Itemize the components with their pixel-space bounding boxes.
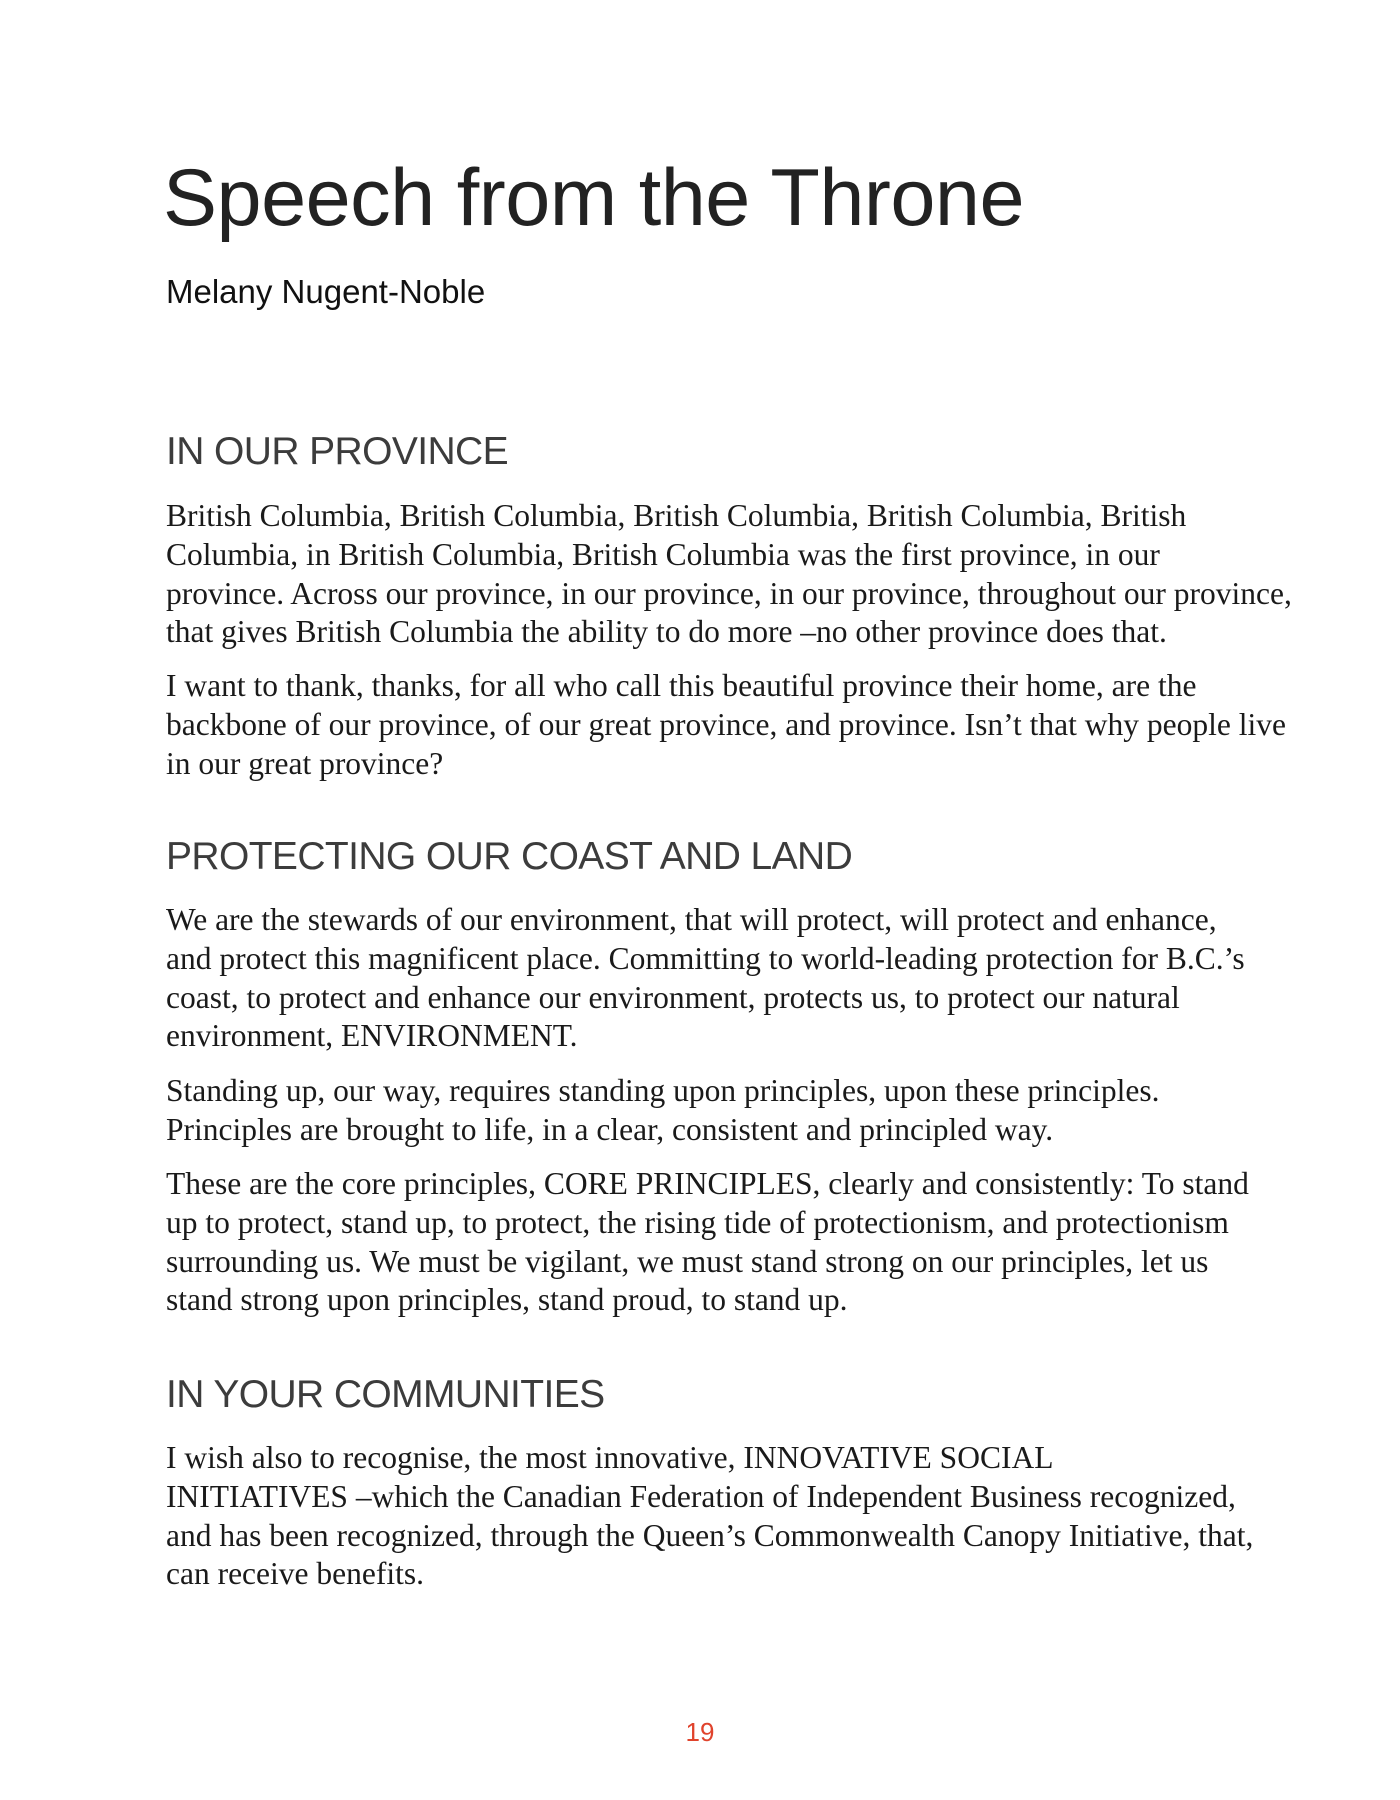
text-line: can receive benefits. xyxy=(166,1556,424,1592)
text-line: British Columbia, British Columbia, British Columbia, British Columbia, British xyxy=(166,498,1187,533)
text-line: backbone of our province, of our great province, and province. Isn’t that why people live xyxy=(166,706,1286,742)
page-number: 19 xyxy=(685,1717,715,1747)
text-line: and protect this magnificent place. Committing to world-leading protection for B.C.’s xyxy=(166,940,1245,976)
section-heading-in-your-communities: IN YOUR COMMUNITIES xyxy=(166,1373,605,1416)
text-line: I wish also to recognise, the most innovative, INNOVATIVE SOCIAL xyxy=(166,1440,1054,1475)
text-line: in our great province? xyxy=(166,745,444,781)
paragraph xyxy=(166,667,1286,783)
paragraph xyxy=(166,1072,1246,1150)
text-line: environment, ENVIRONMENT. xyxy=(166,1018,578,1054)
paragraph xyxy=(166,497,1292,652)
text-line: INITIATIVES –which the Canadian Federation of Independent Business recognized, xyxy=(166,1478,1236,1514)
section-heading-in-our-province: IN OUR PROVINCE xyxy=(166,430,509,473)
text-line: up to protect, stand up, to protect, the rising tide of protectionism, and protectionism xyxy=(166,1204,1229,1240)
text-line: province. Across our province, in our province, in our province, throughout our province, xyxy=(166,575,1292,611)
paragraph xyxy=(166,901,1246,1056)
author-name: Melany Nugent-Noble xyxy=(166,273,486,310)
text-line: I want to thank, thanks, for all who call this beautiful province their home, are the xyxy=(166,668,1197,703)
text-line: We are the stewards of our environment, that will protect, will protect and enhance, xyxy=(166,902,1217,937)
paragraph xyxy=(166,1165,1249,1320)
text-line: surrounding us. We must be vigilant, we must stand strong on our principles, let us xyxy=(166,1243,1209,1279)
section-heading-protecting-our-coast-and-land: PROTECTING OUR COAST AND LAND xyxy=(166,835,853,878)
text-line: stand strong upon principles, stand proud, to stand up. xyxy=(166,1282,848,1318)
text-line: Columbia, in British Columbia, British Columbia was the first province, in our xyxy=(166,536,1160,572)
text-line: that gives British Columbia the ability to do more –no other province does that. xyxy=(166,614,1167,650)
text-line: coast, to protect and enhance our environment, protects us, to protect our natural xyxy=(166,979,1180,1015)
page-title: Speech from the Throne xyxy=(163,153,1025,243)
text-line: Standing up, our way, requires standing upon principles, upon these principles. xyxy=(166,1073,1160,1108)
paragraph xyxy=(166,1439,1254,1594)
text-line: These are the core principles, CORE PRINCIPLES, clearly and consistently: To stand xyxy=(166,1166,1249,1201)
text-line: and has been recognized, through the Queen’s Commonwealth Canopy Initiative, that, xyxy=(166,1517,1254,1553)
text-line: Principles are brought to life, in a clear, consistent and principled way. xyxy=(166,1111,1054,1147)
